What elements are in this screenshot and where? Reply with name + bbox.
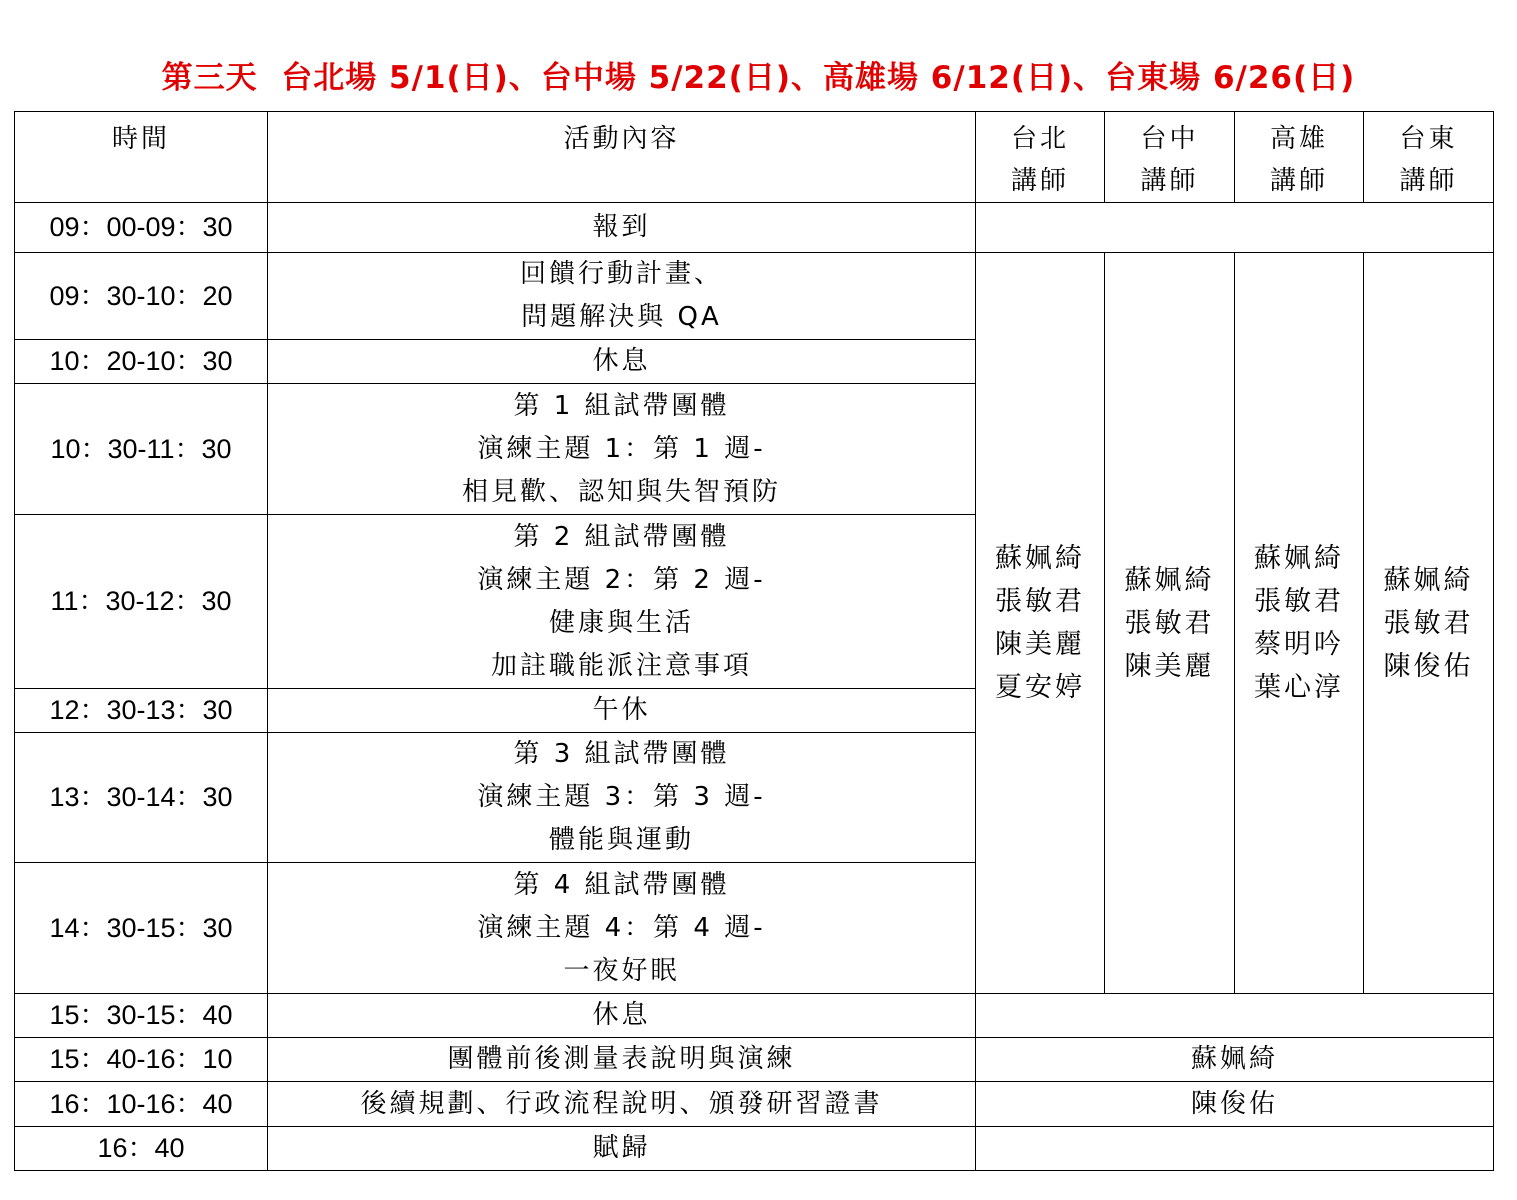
instructor-cell: 陳俊佑 [976,1082,1494,1127]
time-cell: 10：30-11：30 [15,384,268,515]
header-taichung-instructor: 台中 講師 [1105,112,1235,203]
taichung-instructors: 蘇姵綺 張敏君 陳美麗 [1105,253,1235,994]
instructor-cell: 蘇姵綺 [976,1038,1494,1082]
table-row [15,994,1494,1038]
activity-cell: 回饋行動計畫、 問題解決與 QA [268,253,976,340]
time-cell: 09：30-10：20 [15,253,268,340]
activity-cell: 第 4 組試帶團體 演練主題 4：第 4 週- 一夜好眠 [268,863,976,994]
time-cell: 11：30-12：30 [15,515,268,689]
header-taipei-instructor: 台北 講師 [976,112,1105,203]
header-kaohsiung-instructor: 高雄 講師 [1235,112,1364,203]
header-taitung-instructor: 台東 講師 [1364,112,1494,203]
activity-cell: 午休 [268,689,976,733]
activity-cell: 報到 [268,203,976,253]
activity-cell: 團體前後測量表說明與演練 [268,1038,976,1082]
table-row [15,253,1494,340]
activity-cell: 第 1 組試帶團體 演練主題 1：第 1 週- 相見歡、認知與失智預防 [268,384,976,515]
activity-cell: 休息 [268,994,976,1038]
taitung-instructors: 蘇姵綺 張敏君 陳俊佑 [1364,253,1494,994]
table-row [15,203,1494,253]
time-cell: 16：10-16：40 [15,1082,268,1127]
instructor-cell-empty [976,1127,1494,1171]
time-cell: 15：40-16：10 [15,1038,268,1082]
activity-cell: 賦歸 [268,1127,976,1171]
time-cell: 16：40 [15,1127,268,1171]
time-cell: 10：20-10：30 [15,340,268,384]
activity-cell: 後續規劃、行政流程說明、頒發研習證書 [268,1082,976,1127]
table-row [15,1038,1494,1082]
instructor-cell-empty [976,203,1494,253]
activity-cell: 第 2 組試帶團體 演練主題 2：第 2 週- 健康與生活 加註職能派注意事項 [268,515,976,689]
page-title: 第三天 台北場 5/1(日)、台中場 5/22(日)、高雄場 6/12(日)、台東場 6/26(日) [161,60,1356,96]
header-time: 時間 [15,112,268,203]
instructor-cell-empty [976,994,1494,1038]
time-cell: 13：30-14：30 [15,733,268,863]
time-cell: 12：30-13：30 [15,689,268,733]
schedule-table [14,111,1494,1171]
time-cell: 09：00-09：30 [15,203,268,253]
activity-cell: 第 3 組試帶團體 演練主題 3：第 3 週- 體能與運動 [268,733,976,863]
time-cell: 15：30-15：40 [15,994,268,1038]
table-row [15,1127,1494,1171]
kaohsiung-instructors: 蘇姵綺 張敏君 蔡明吟 葉心淳 [1235,253,1364,994]
taipei-instructors: 蘇姵綺 張敏君 陳美麗 夏安婷 [976,253,1105,994]
table-row [15,1082,1494,1127]
header-activity: 活動內容 [268,112,976,203]
activity-cell: 休息 [268,340,976,384]
header-row [15,112,1494,203]
time-cell: 14：30-15：30 [15,863,268,994]
